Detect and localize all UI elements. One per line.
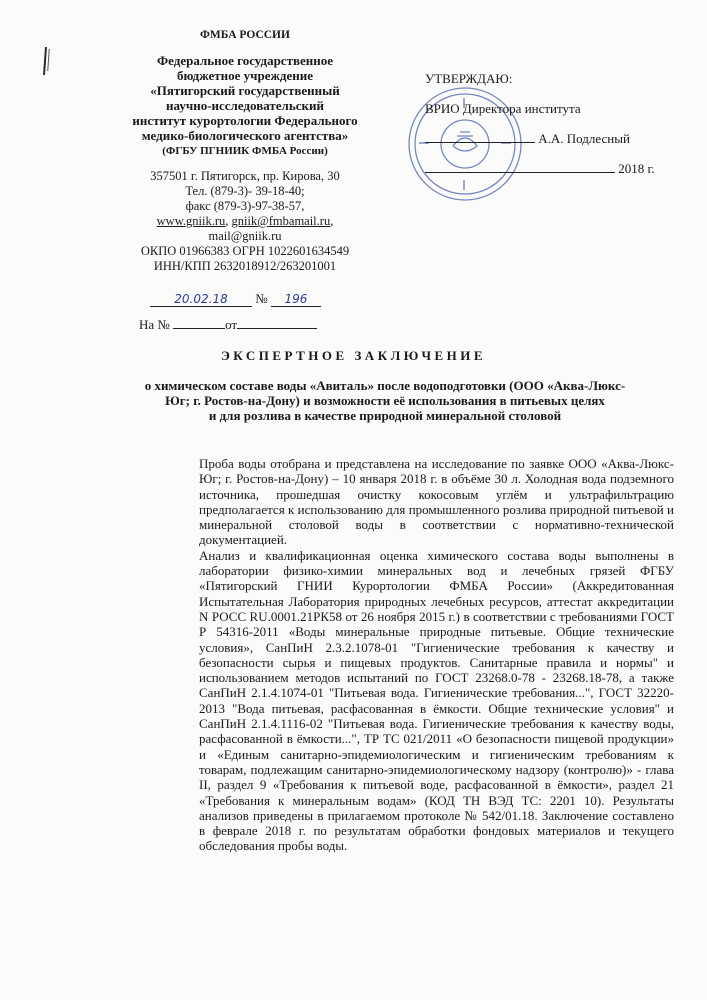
reference-number-blank	[173, 316, 225, 329]
institution-abbreviation: (ФГБУ ПГНИИК ФМБА России)	[162, 145, 328, 157]
agency-name: ФМБА РОССИИ	[200, 29, 290, 41]
registration-number: 196	[271, 292, 321, 307]
reference-number-label: На №	[139, 317, 170, 332]
reference-from-label: от	[225, 317, 238, 332]
institution-name-line: научно-исследовательский	[166, 98, 324, 113]
approver-name: А.А. Подлесный	[538, 131, 630, 146]
document-title: ЭКСПЕРТНОЕ ЗАКЛЮЧЕНИЕ	[220, 348, 487, 363]
subtitle-line: и для розлива в качестве природной минеральной столовой	[208, 408, 562, 423]
institution-name-line: «Пятигорский государственный	[150, 83, 340, 98]
letterhead	[110, 28, 380, 274]
date-blank	[425, 160, 615, 173]
document-subtitle	[105, 378, 665, 423]
registration-line	[150, 291, 321, 307]
approval-date-line	[425, 160, 655, 178]
inn-kpp: ИНН/КПП 2632018912/263201001	[153, 259, 337, 273]
okpo-ogrn: ОКПО 01966383 ОГРН 1022601634549	[140, 244, 350, 258]
reference-line	[139, 316, 317, 333]
institution-name-line: Федеральное государственное	[157, 53, 333, 68]
institution-name-line: институт курортологии Федерального	[132, 113, 358, 128]
fax-number: факс (879-3)-97-38-57,	[185, 199, 305, 213]
email-link[interactable]: gniik@fmbamail.ru	[231, 214, 331, 228]
institution-name-line: бюджетное учреждение	[176, 68, 314, 83]
email-link[interactable]: mail@gniik.ru	[208, 229, 282, 243]
institution-name	[110, 53, 380, 143]
body-paragraph: Проба воды отобрана и представлена на исследование по заявке ООО «Аква-Люкс-Юг; г. Ростов-на-Дону) – 10 января 2018 г. в объёме 30 л. Холодная вода подземного источника, прошедшая очистку кокосовым углём и ультрафильтрацию предполагается к использованию для промышленного розлива природной питьевой и минеральной столовой воды в соответствии с нормативно-технической документацией.	[199, 456, 674, 548]
subtitle-line: Юг; г. Ростов-на-Дону) и возможности её использования в питьевых целях	[165, 393, 605, 408]
number-sign: №	[255, 291, 268, 306]
approver-position: ВРИО Директора института	[425, 101, 581, 116]
approval-block	[425, 70, 655, 178]
signature-blank	[425, 130, 535, 143]
institution-name-line: медико-биологического агентства»	[141, 128, 349, 143]
approval-label: УТВЕРЖДАЮ:	[425, 71, 513, 86]
reference-date-blank	[237, 316, 317, 329]
body-paragraph: Анализ и квалификационная оценка химического состава воды выполнены в лаборатории физико-химии минеральных вод и лечебных грязей ФГБУ «Пятигорский ГНИИ Курортологии ФМБА России» (Аккредитованная Испытательная Лаборатория природных лечебных ресурсов, аттестат аккредитации N РОСС RU.0001.21РК58 от 26 ноября 2015 г.) в соответствии с требованиями ГОСТ Р 54316-2011 «Воды минеральные природные питьевые. Общие технические условия», СанПиН 2.3.2.1078-01 "Гигиенические требования к качеству и безопасности сырья и пищевых продуктов. Санитарные правила и нормы" и использованием методов испытаний по ГОСТ 23268.0-78 - 23268.18-78, а также СанПиН 2.1.4.1074-01 "Питьевая вода. Гигиенические требования...", ГОСТ 32220-2013 "Вода питьевая, расфасованная в ёмкости. Общие технические условия" и СанПиН 2.1.4.1116-02 "Питьевая вода. Гигиенические требования к качеству воды, расфасованной в ёмкости...", ТР ТС 021/2011 «О безопасности пищевой продукции» и «Единым санитарно-эпидемиологическим и гигиеническим требованиям к товарам, подлежащим санитарно-эпидемиологическому надзору (контролю)» - глава II, раздел 9 «Требования к питьевой воде, расфасованной в ёмкости», раздел 21 «Требования к минеральным водам» (КОД ТН ВЭД ТС: 2201 10). Результаты анализов приведены в прилагаемом протоколе № 542/01.18. Заключение составлено в феврале 2018 г. по результатам обработки фондовых материалов и текущего обследования пробы воды.	[199, 547, 674, 854]
registration-date: 20.02.18	[150, 292, 252, 307]
web-links: www.gniik.ru, gniik@fmbamail.ru,	[156, 214, 334, 228]
subtitle-line: о химическом составе воды «Авиталь» после водоподготовки (ООО «Аква-Люкс-	[144, 378, 626, 393]
website-link[interactable]: www.gniik.ru	[156, 214, 226, 228]
contact-block	[110, 169, 380, 274]
postal-address: 357501 г. Пятигорск, пр. Кирова, 30	[150, 169, 340, 183]
margin-pen-mark	[47, 49, 50, 71]
signature-line	[425, 130, 655, 148]
approval-year: 2018 г.	[618, 161, 655, 176]
phone-number: Тел. (879-3)- 39-18-40;	[185, 184, 305, 198]
document-body	[199, 456, 674, 854]
